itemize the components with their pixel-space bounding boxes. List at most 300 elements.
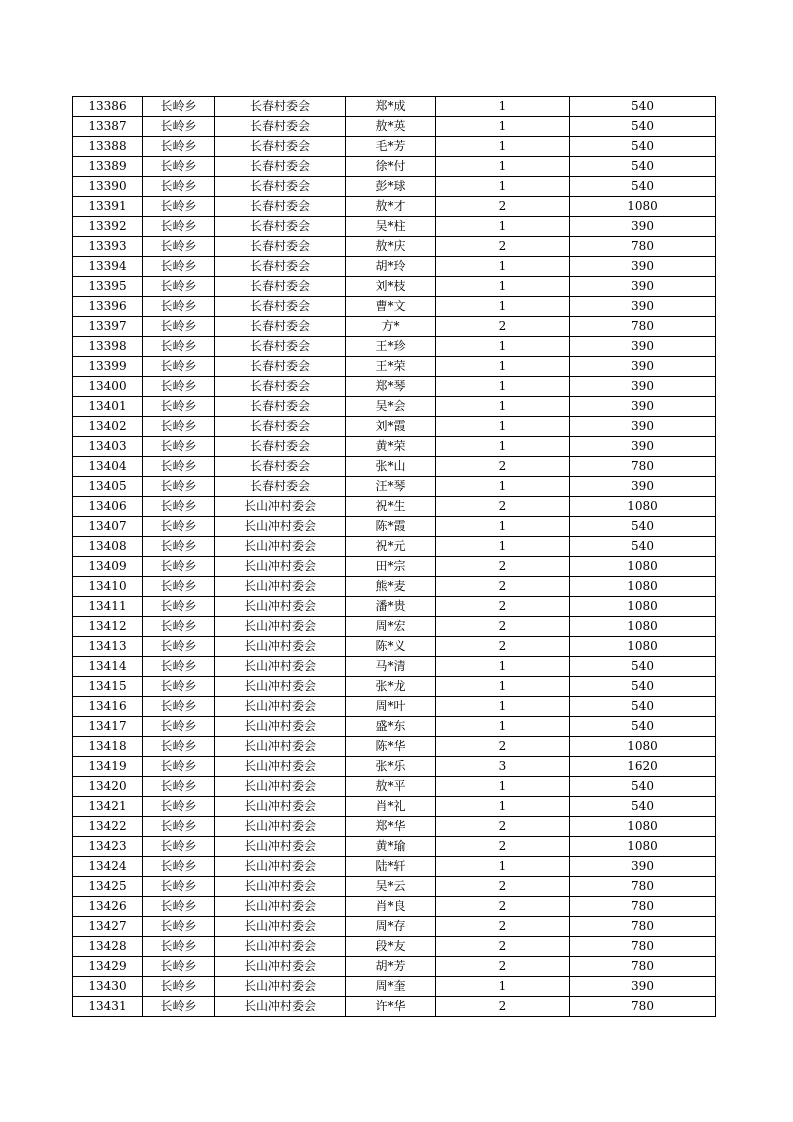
document-page bbox=[72, 96, 715, 1017]
cell-amount: 1080 bbox=[570, 557, 716, 577]
cell-amount: 390 bbox=[570, 337, 716, 357]
cell-amount: 540 bbox=[570, 517, 716, 537]
cell-amount: 540 bbox=[570, 657, 716, 677]
cell-name: 段*友 bbox=[346, 937, 436, 957]
cell-name: 刘*霞 bbox=[346, 417, 436, 437]
cell-id: 13388 bbox=[73, 137, 143, 157]
cell-township: 长岭乡 bbox=[143, 797, 215, 817]
cell-village: 长春村委会 bbox=[215, 177, 346, 197]
cell-amount: 1080 bbox=[570, 737, 716, 757]
cell-township: 长岭乡 bbox=[143, 497, 215, 517]
cell-amount: 780 bbox=[570, 877, 716, 897]
cell-amount: 540 bbox=[570, 797, 716, 817]
cell-amount: 780 bbox=[570, 457, 716, 477]
cell-name: 胡*芳 bbox=[346, 957, 436, 977]
cell-id: 13396 bbox=[73, 297, 143, 317]
table-row bbox=[73, 757, 716, 777]
cell-village: 长春村委会 bbox=[215, 217, 346, 237]
cell-count: 1 bbox=[436, 257, 570, 277]
cell-name: 陈*霞 bbox=[346, 517, 436, 537]
table-row bbox=[73, 117, 716, 137]
cell-id: 13406 bbox=[73, 497, 143, 517]
cell-id: 13386 bbox=[73, 97, 143, 117]
cell-amount: 1080 bbox=[570, 617, 716, 637]
cell-village: 长山冲村委会 bbox=[215, 637, 346, 657]
table-row bbox=[73, 777, 716, 797]
cell-village: 长山冲村委会 bbox=[215, 917, 346, 937]
cell-amount: 390 bbox=[570, 357, 716, 377]
cell-count: 1 bbox=[436, 857, 570, 877]
cell-id: 13415 bbox=[73, 677, 143, 697]
cell-count: 1 bbox=[436, 777, 570, 797]
table-row bbox=[73, 717, 716, 737]
cell-amount: 780 bbox=[570, 237, 716, 257]
cell-amount: 390 bbox=[570, 477, 716, 497]
cell-village: 长山冲村委会 bbox=[215, 897, 346, 917]
cell-name: 方* bbox=[346, 317, 436, 337]
table-row bbox=[73, 417, 716, 437]
cell-count: 3 bbox=[436, 757, 570, 777]
cell-village: 长春村委会 bbox=[215, 137, 346, 157]
cell-count: 1 bbox=[436, 177, 570, 197]
cell-name: 刘*枝 bbox=[346, 277, 436, 297]
cell-township: 长岭乡 bbox=[143, 237, 215, 257]
table-row bbox=[73, 637, 716, 657]
cell-village: 长春村委会 bbox=[215, 97, 346, 117]
cell-village: 长春村委会 bbox=[215, 237, 346, 257]
cell-count: 1 bbox=[436, 157, 570, 177]
cell-count: 1 bbox=[436, 797, 570, 817]
cell-id: 13400 bbox=[73, 377, 143, 397]
cell-count: 2 bbox=[436, 637, 570, 657]
cell-village: 长山冲村委会 bbox=[215, 617, 346, 637]
table-row bbox=[73, 277, 716, 297]
cell-village: 长春村委会 bbox=[215, 417, 346, 437]
cell-id: 13407 bbox=[73, 517, 143, 537]
table-row bbox=[73, 677, 716, 697]
cell-amount: 540 bbox=[570, 717, 716, 737]
cell-township: 长岭乡 bbox=[143, 537, 215, 557]
table-row bbox=[73, 357, 716, 377]
cell-id: 13411 bbox=[73, 597, 143, 617]
cell-amount: 1080 bbox=[570, 597, 716, 617]
cell-village: 长春村委会 bbox=[215, 477, 346, 497]
cell-township: 长岭乡 bbox=[143, 197, 215, 217]
cell-name: 胡*玲 bbox=[346, 257, 436, 277]
cell-township: 长岭乡 bbox=[143, 877, 215, 897]
cell-amount: 390 bbox=[570, 437, 716, 457]
cell-village: 长春村委会 bbox=[215, 437, 346, 457]
cell-count: 1 bbox=[436, 397, 570, 417]
cell-amount: 390 bbox=[570, 977, 716, 997]
cell-id: 13408 bbox=[73, 537, 143, 557]
cell-id: 13387 bbox=[73, 117, 143, 137]
cell-name: 吴*会 bbox=[346, 397, 436, 417]
cell-township: 长岭乡 bbox=[143, 297, 215, 317]
table-row bbox=[73, 657, 716, 677]
cell-id: 13403 bbox=[73, 437, 143, 457]
data-table bbox=[72, 96, 716, 1017]
table-row bbox=[73, 477, 716, 497]
cell-township: 长岭乡 bbox=[143, 817, 215, 837]
cell-name: 盛*东 bbox=[346, 717, 436, 737]
cell-amount: 540 bbox=[570, 537, 716, 557]
cell-township: 长岭乡 bbox=[143, 217, 215, 237]
table-row bbox=[73, 237, 716, 257]
cell-township: 长岭乡 bbox=[143, 757, 215, 777]
cell-name: 毛*芳 bbox=[346, 137, 436, 157]
cell-count: 1 bbox=[436, 137, 570, 157]
cell-amount: 390 bbox=[570, 297, 716, 317]
cell-village: 长春村委会 bbox=[215, 157, 346, 177]
cell-name: 祝*元 bbox=[346, 537, 436, 557]
cell-amount: 390 bbox=[570, 257, 716, 277]
table-row bbox=[73, 737, 716, 757]
cell-name: 吴*柱 bbox=[346, 217, 436, 237]
table-row bbox=[73, 917, 716, 937]
cell-township: 长岭乡 bbox=[143, 457, 215, 477]
cell-amount: 1080 bbox=[570, 637, 716, 657]
cell-id: 13399 bbox=[73, 357, 143, 377]
cell-village: 长山冲村委会 bbox=[215, 657, 346, 677]
cell-name: 肖*礼 bbox=[346, 797, 436, 817]
cell-village: 长山冲村委会 bbox=[215, 777, 346, 797]
cell-village: 长山冲村委会 bbox=[215, 957, 346, 977]
cell-count: 1 bbox=[436, 717, 570, 737]
cell-name: 熊*麦 bbox=[346, 577, 436, 597]
cell-id: 13394 bbox=[73, 257, 143, 277]
cell-township: 长岭乡 bbox=[143, 957, 215, 977]
table-body bbox=[73, 97, 716, 1017]
table-row bbox=[73, 497, 716, 517]
cell-township: 长岭乡 bbox=[143, 477, 215, 497]
cell-village: 长山冲村委会 bbox=[215, 577, 346, 597]
cell-id: 13392 bbox=[73, 217, 143, 237]
cell-village: 长春村委会 bbox=[215, 197, 346, 217]
cell-name: 潘*贵 bbox=[346, 597, 436, 617]
table-row bbox=[73, 817, 716, 837]
cell-count: 1 bbox=[436, 377, 570, 397]
cell-name: 张*龙 bbox=[346, 677, 436, 697]
cell-count: 1 bbox=[436, 277, 570, 297]
table-row bbox=[73, 857, 716, 877]
cell-id: 13402 bbox=[73, 417, 143, 437]
cell-township: 长岭乡 bbox=[143, 977, 215, 997]
cell-name: 郑*琴 bbox=[346, 377, 436, 397]
cell-name: 徐*付 bbox=[346, 157, 436, 177]
cell-amount: 780 bbox=[570, 957, 716, 977]
cell-amount: 390 bbox=[570, 857, 716, 877]
cell-township: 长岭乡 bbox=[143, 117, 215, 137]
cell-village: 长春村委会 bbox=[215, 457, 346, 477]
cell-name: 陈*义 bbox=[346, 637, 436, 657]
cell-village: 长春村委会 bbox=[215, 317, 346, 337]
cell-village: 长山冲村委会 bbox=[215, 697, 346, 717]
cell-name: 肖*良 bbox=[346, 897, 436, 917]
cell-amount: 540 bbox=[570, 97, 716, 117]
cell-amount: 780 bbox=[570, 317, 716, 337]
cell-township: 长岭乡 bbox=[143, 97, 215, 117]
cell-amount: 540 bbox=[570, 157, 716, 177]
cell-count: 1 bbox=[436, 657, 570, 677]
cell-township: 长岭乡 bbox=[143, 997, 215, 1017]
cell-village: 长山冲村委会 bbox=[215, 517, 346, 537]
cell-township: 长岭乡 bbox=[143, 277, 215, 297]
cell-village: 长山冲村委会 bbox=[215, 797, 346, 817]
cell-name: 陈*华 bbox=[346, 737, 436, 757]
cell-amount: 540 bbox=[570, 697, 716, 717]
cell-id: 13393 bbox=[73, 237, 143, 257]
cell-id: 13427 bbox=[73, 917, 143, 937]
cell-id: 13417 bbox=[73, 717, 143, 737]
cell-count: 2 bbox=[436, 937, 570, 957]
cell-id: 13420 bbox=[73, 777, 143, 797]
table-row bbox=[73, 557, 716, 577]
cell-village: 长春村委会 bbox=[215, 257, 346, 277]
cell-village: 长春村委会 bbox=[215, 337, 346, 357]
cell-township: 长岭乡 bbox=[143, 597, 215, 617]
cell-count: 1 bbox=[436, 977, 570, 997]
cell-name: 周*奎 bbox=[346, 977, 436, 997]
cell-count: 2 bbox=[436, 597, 570, 617]
cell-township: 长岭乡 bbox=[143, 917, 215, 937]
cell-amount: 390 bbox=[570, 277, 716, 297]
cell-village: 长山冲村委会 bbox=[215, 817, 346, 837]
cell-id: 13390 bbox=[73, 177, 143, 197]
cell-name: 汪*琴 bbox=[346, 477, 436, 497]
table-row bbox=[73, 997, 716, 1017]
cell-count: 2 bbox=[436, 197, 570, 217]
cell-township: 长岭乡 bbox=[143, 617, 215, 637]
cell-id: 13391 bbox=[73, 197, 143, 217]
cell-township: 长岭乡 bbox=[143, 517, 215, 537]
cell-id: 13421 bbox=[73, 797, 143, 817]
cell-count: 2 bbox=[436, 557, 570, 577]
cell-amount: 540 bbox=[570, 137, 716, 157]
table-row bbox=[73, 217, 716, 237]
cell-township: 长岭乡 bbox=[143, 637, 215, 657]
cell-village: 长山冲村委会 bbox=[215, 497, 346, 517]
cell-village: 长山冲村委会 bbox=[215, 737, 346, 757]
cell-township: 长岭乡 bbox=[143, 177, 215, 197]
table-row bbox=[73, 937, 716, 957]
cell-count: 2 bbox=[436, 877, 570, 897]
cell-count: 2 bbox=[436, 897, 570, 917]
table-row bbox=[73, 577, 716, 597]
cell-village: 长山冲村委会 bbox=[215, 597, 346, 617]
cell-amount: 540 bbox=[570, 117, 716, 137]
cell-township: 长岭乡 bbox=[143, 717, 215, 737]
table-row bbox=[73, 697, 716, 717]
cell-amount: 1620 bbox=[570, 757, 716, 777]
cell-id: 13414 bbox=[73, 657, 143, 677]
table-row bbox=[73, 137, 716, 157]
cell-township: 长岭乡 bbox=[143, 337, 215, 357]
cell-name: 张*乐 bbox=[346, 757, 436, 777]
table-row bbox=[73, 977, 716, 997]
cell-village: 长山冲村委会 bbox=[215, 557, 346, 577]
cell-amount: 540 bbox=[570, 677, 716, 697]
cell-township: 长岭乡 bbox=[143, 317, 215, 337]
cell-name: 彭*球 bbox=[346, 177, 436, 197]
cell-township: 长岭乡 bbox=[143, 157, 215, 177]
table-row bbox=[73, 297, 716, 317]
cell-amount: 390 bbox=[570, 417, 716, 437]
cell-amount: 780 bbox=[570, 917, 716, 937]
cell-name: 陆*轩 bbox=[346, 857, 436, 877]
cell-amount: 780 bbox=[570, 937, 716, 957]
cell-village: 长山冲村委会 bbox=[215, 977, 346, 997]
cell-township: 长岭乡 bbox=[143, 697, 215, 717]
cell-township: 长岭乡 bbox=[143, 397, 215, 417]
cell-township: 长岭乡 bbox=[143, 357, 215, 377]
cell-village: 长春村委会 bbox=[215, 297, 346, 317]
cell-township: 长岭乡 bbox=[143, 577, 215, 597]
table-row bbox=[73, 457, 716, 477]
cell-village: 长山冲村委会 bbox=[215, 857, 346, 877]
cell-township: 长岭乡 bbox=[143, 257, 215, 277]
cell-count: 2 bbox=[436, 577, 570, 597]
cell-village: 长春村委会 bbox=[215, 377, 346, 397]
cell-id: 13405 bbox=[73, 477, 143, 497]
table-row bbox=[73, 537, 716, 557]
cell-amount: 780 bbox=[570, 997, 716, 1017]
cell-amount: 1080 bbox=[570, 197, 716, 217]
cell-village: 长山冲村委会 bbox=[215, 997, 346, 1017]
cell-id: 13389 bbox=[73, 157, 143, 177]
cell-name: 周*叶 bbox=[346, 697, 436, 717]
cell-id: 13426 bbox=[73, 897, 143, 917]
table-row bbox=[73, 957, 716, 977]
table-row bbox=[73, 337, 716, 357]
cell-village: 长山冲村委会 bbox=[215, 937, 346, 957]
table-row bbox=[73, 597, 716, 617]
cell-count: 1 bbox=[436, 297, 570, 317]
cell-name: 敖*平 bbox=[346, 777, 436, 797]
cell-village: 长山冲村委会 bbox=[215, 837, 346, 857]
cell-count: 1 bbox=[436, 517, 570, 537]
cell-village: 长山冲村委会 bbox=[215, 877, 346, 897]
table-row bbox=[73, 437, 716, 457]
cell-amount: 390 bbox=[570, 377, 716, 397]
table-row bbox=[73, 377, 716, 397]
cell-id: 13397 bbox=[73, 317, 143, 337]
cell-name: 许*华 bbox=[346, 997, 436, 1017]
cell-name: 曹*文 bbox=[346, 297, 436, 317]
cell-id: 13416 bbox=[73, 697, 143, 717]
cell-name: 田*宗 bbox=[346, 557, 436, 577]
cell-amount: 390 bbox=[570, 217, 716, 237]
cell-village: 长春村委会 bbox=[215, 397, 346, 417]
cell-township: 长岭乡 bbox=[143, 837, 215, 857]
cell-id: 13418 bbox=[73, 737, 143, 757]
cell-township: 长岭乡 bbox=[143, 417, 215, 437]
cell-township: 长岭乡 bbox=[143, 657, 215, 677]
cell-id: 13409 bbox=[73, 557, 143, 577]
table-row bbox=[73, 517, 716, 537]
cell-id: 13428 bbox=[73, 937, 143, 957]
cell-name: 吴*云 bbox=[346, 877, 436, 897]
table-row bbox=[73, 317, 716, 337]
cell-count: 2 bbox=[436, 317, 570, 337]
cell-name: 祝*生 bbox=[346, 497, 436, 517]
cell-id: 13422 bbox=[73, 817, 143, 837]
table-row bbox=[73, 157, 716, 177]
cell-id: 13429 bbox=[73, 957, 143, 977]
cell-township: 长岭乡 bbox=[143, 737, 215, 757]
cell-township: 长岭乡 bbox=[143, 437, 215, 457]
cell-village: 长春村委会 bbox=[215, 357, 346, 377]
cell-township: 长岭乡 bbox=[143, 557, 215, 577]
cell-amount: 390 bbox=[570, 397, 716, 417]
cell-amount: 780 bbox=[570, 897, 716, 917]
table-row bbox=[73, 197, 716, 217]
cell-id: 13423 bbox=[73, 837, 143, 857]
cell-id: 13398 bbox=[73, 337, 143, 357]
cell-township: 长岭乡 bbox=[143, 857, 215, 877]
cell-name: 黄*瑜 bbox=[346, 837, 436, 857]
cell-amount: 540 bbox=[570, 777, 716, 797]
cell-village: 长山冲村委会 bbox=[215, 717, 346, 737]
cell-amount: 1080 bbox=[570, 837, 716, 857]
cell-name: 敖*才 bbox=[346, 197, 436, 217]
cell-count: 2 bbox=[436, 237, 570, 257]
cell-count: 2 bbox=[436, 737, 570, 757]
cell-count: 1 bbox=[436, 337, 570, 357]
cell-count: 1 bbox=[436, 437, 570, 457]
table-row bbox=[73, 397, 716, 417]
table-row bbox=[73, 177, 716, 197]
cell-township: 长岭乡 bbox=[143, 137, 215, 157]
cell-id: 13425 bbox=[73, 877, 143, 897]
cell-id: 13410 bbox=[73, 577, 143, 597]
cell-name: 敖*庆 bbox=[346, 237, 436, 257]
cell-township: 长岭乡 bbox=[143, 897, 215, 917]
cell-village: 长山冲村委会 bbox=[215, 677, 346, 697]
cell-count: 1 bbox=[436, 357, 570, 377]
cell-amount: 1080 bbox=[570, 817, 716, 837]
cell-township: 长岭乡 bbox=[143, 377, 215, 397]
cell-id: 13395 bbox=[73, 277, 143, 297]
cell-count: 2 bbox=[436, 457, 570, 477]
cell-id: 13430 bbox=[73, 977, 143, 997]
cell-village: 长山冲村委会 bbox=[215, 537, 346, 557]
cell-name: 敖*英 bbox=[346, 117, 436, 137]
cell-id: 13413 bbox=[73, 637, 143, 657]
cell-name: 黄*荣 bbox=[346, 437, 436, 457]
cell-amount: 1080 bbox=[570, 497, 716, 517]
cell-id: 13431 bbox=[73, 997, 143, 1017]
cell-name: 王*荣 bbox=[346, 357, 436, 377]
cell-count: 1 bbox=[436, 697, 570, 717]
cell-name: 王*珍 bbox=[346, 337, 436, 357]
cell-township: 长岭乡 bbox=[143, 677, 215, 697]
cell-amount: 540 bbox=[570, 177, 716, 197]
cell-name: 郑*成 bbox=[346, 97, 436, 117]
cell-village: 长春村委会 bbox=[215, 117, 346, 137]
cell-count: 2 bbox=[436, 837, 570, 857]
cell-village: 长春村委会 bbox=[215, 277, 346, 297]
cell-count: 2 bbox=[436, 997, 570, 1017]
cell-name: 郑*华 bbox=[346, 817, 436, 837]
table-row bbox=[73, 837, 716, 857]
cell-count: 1 bbox=[436, 417, 570, 437]
cell-count: 1 bbox=[436, 97, 570, 117]
cell-count: 1 bbox=[436, 537, 570, 557]
cell-township: 长岭乡 bbox=[143, 777, 215, 797]
cell-id: 13401 bbox=[73, 397, 143, 417]
cell-count: 2 bbox=[436, 957, 570, 977]
